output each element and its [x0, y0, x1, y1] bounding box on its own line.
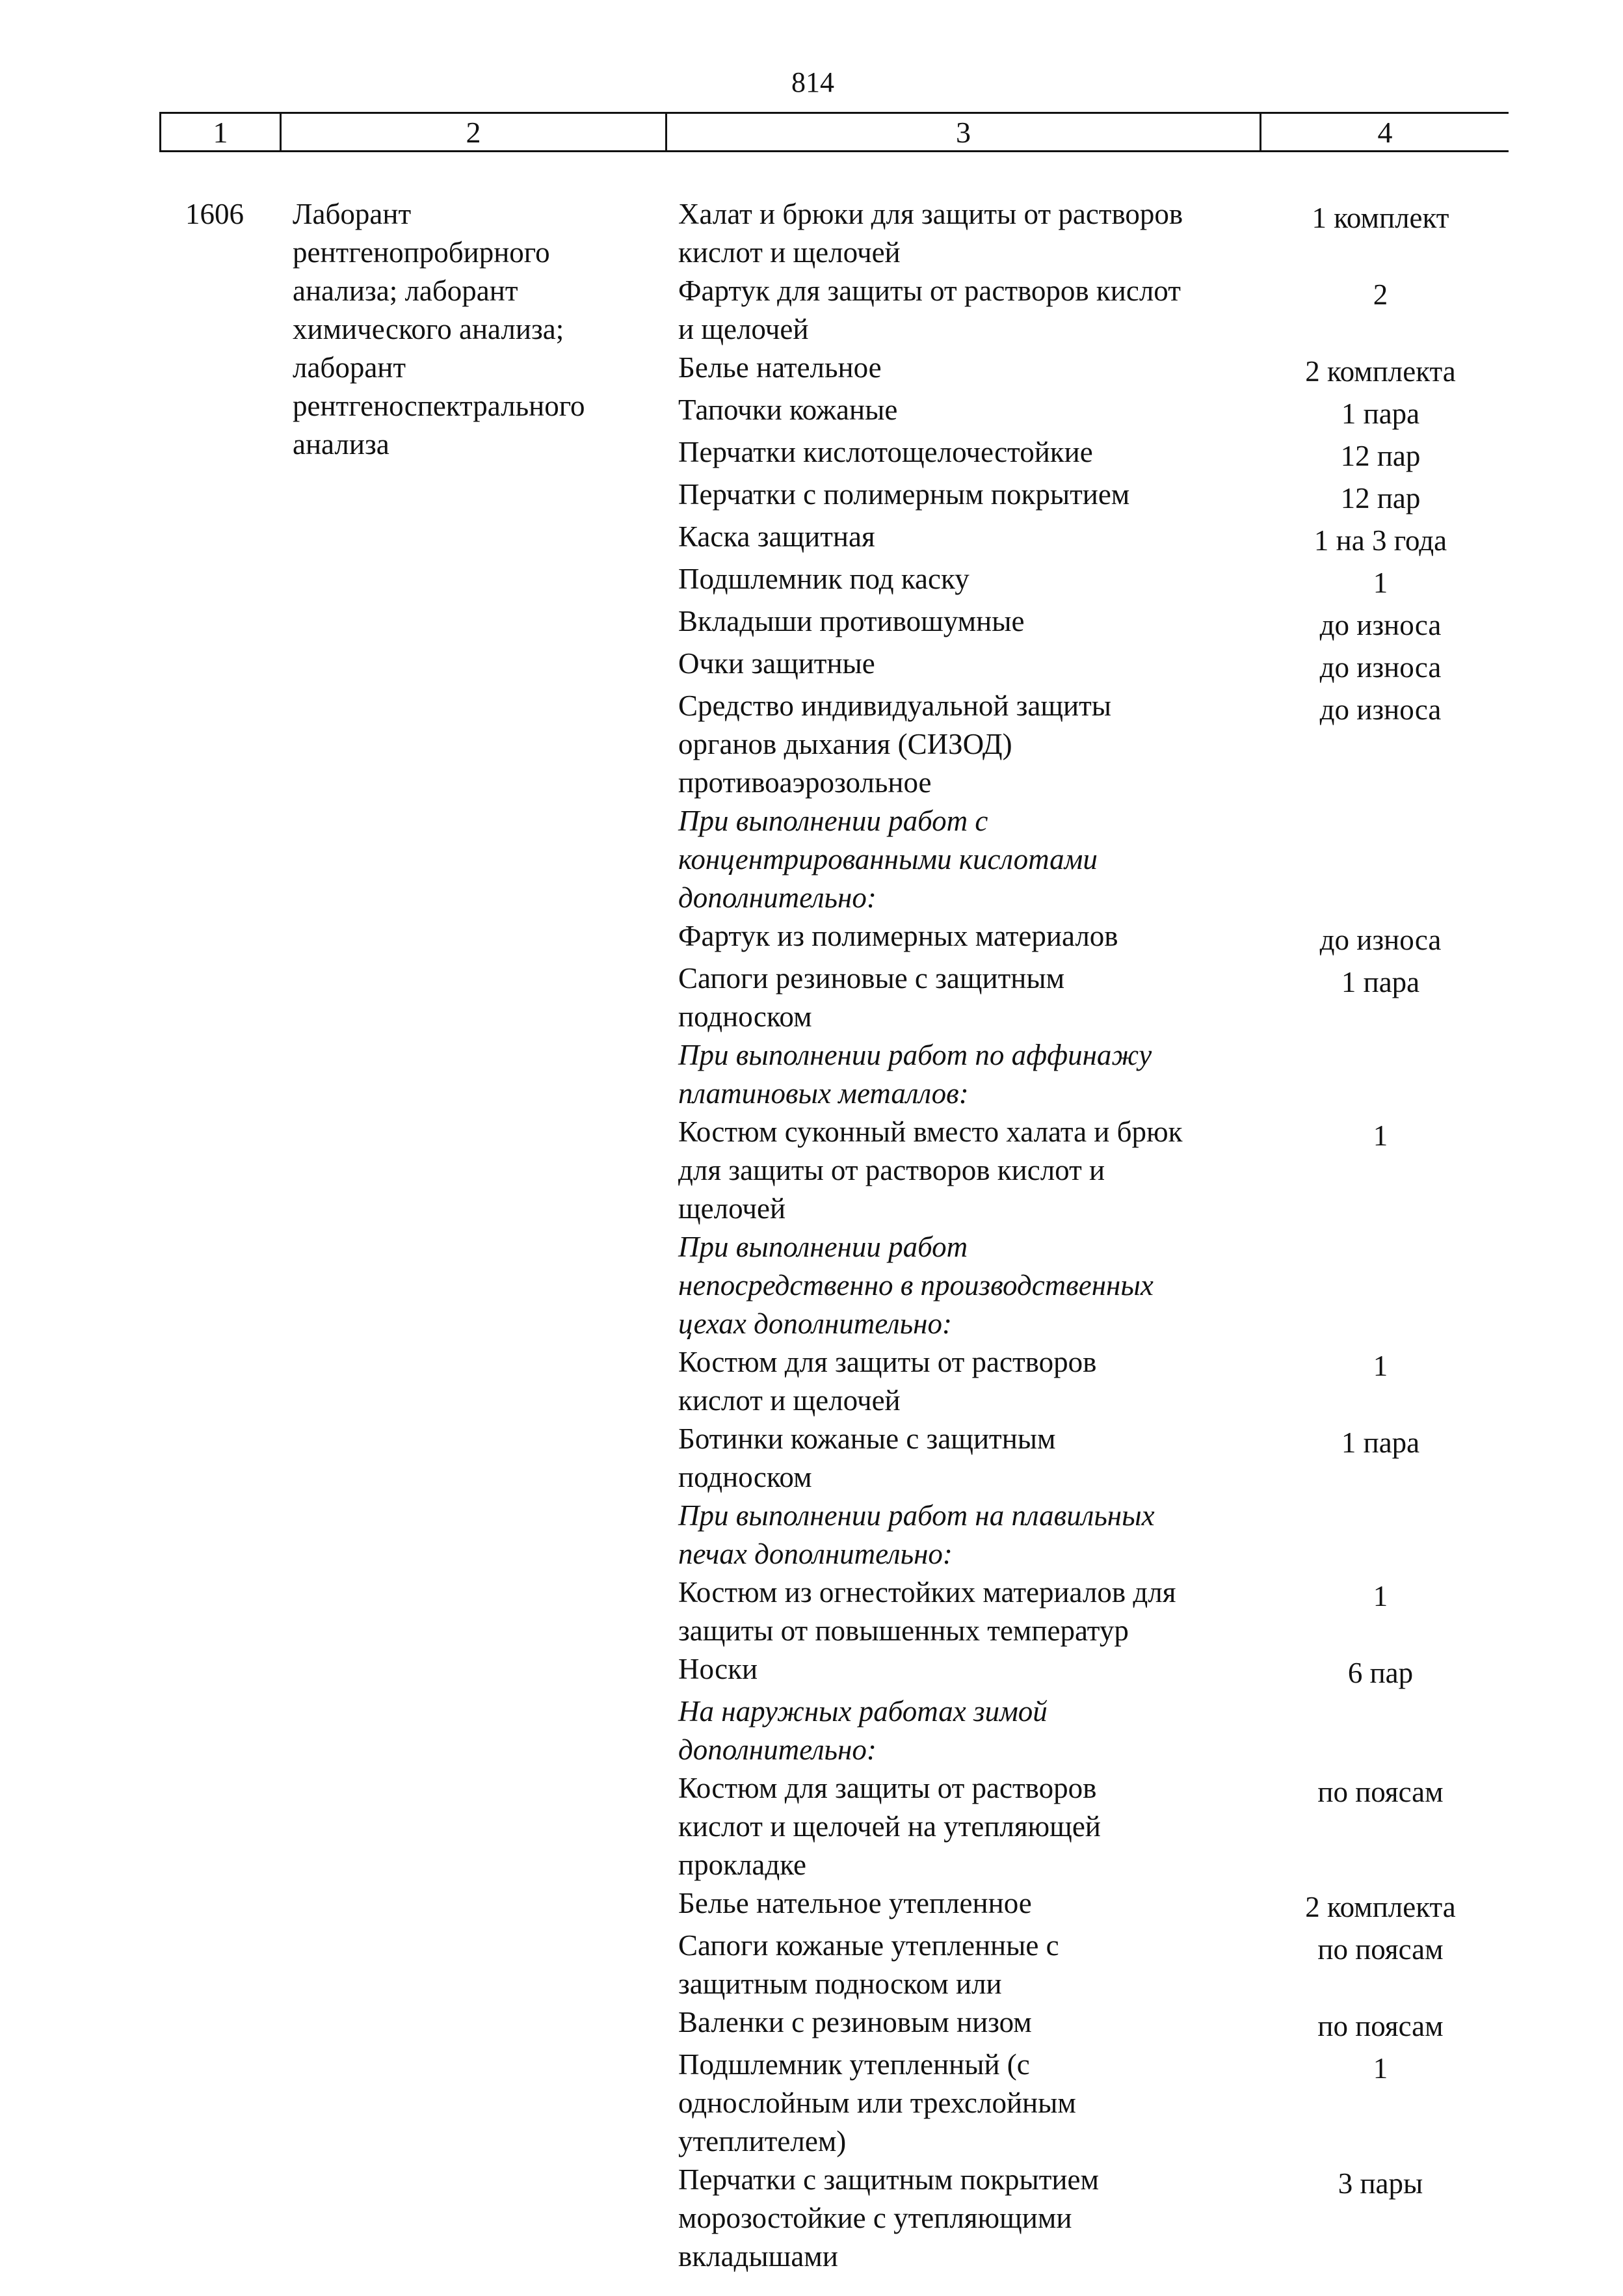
ppe-item-name-line: Фартук из полимерных материалов — [678, 920, 1118, 952]
ppe-item-name — [678, 602, 1276, 645]
ppe-item-name — [678, 917, 1276, 959]
ppe-item-name-line: Перчатки с защитным покрытием — [678, 2163, 1099, 2196]
ppe-item-quantity: 1 пара — [1341, 966, 1420, 998]
ppe-item-name-line: Халат и брюки для защиты от растворов — [678, 198, 1183, 230]
ppe-item — [678, 518, 1511, 560]
ppe-item — [678, 1769, 1511, 1884]
ppe-item-name-line: Костюм для защиты от растворов — [678, 1772, 1097, 1804]
ppe-item-name-line: Средство индивидуальной защиты — [678, 689, 1112, 722]
ppe-item-quantity: по поясам — [1317, 1776, 1444, 1808]
ppe-item-name — [678, 349, 1276, 391]
ppe-item-name — [678, 645, 1276, 687]
ppe-item-quantity: 2 комплекта — [1305, 355, 1456, 388]
condition-note-line: При выполнении работ на плавильных — [678, 1499, 1155, 1532]
ppe-item — [678, 917, 1511, 959]
ppe-item-name-line: кислот и щелочей — [678, 236, 901, 269]
ppe-item-name-line: защитным подноском или — [678, 1968, 1002, 2000]
ppe-item-name-line: противоаэрозольное — [678, 766, 932, 799]
ppe-item-name-line: кислот и щелочей на утепляющей — [678, 1810, 1101, 1843]
condition-note-line: На наружных работах зимой — [678, 1695, 1048, 1728]
ppe-item — [678, 1420, 1511, 1497]
ppe-item-name-line: Белье нательное — [678, 351, 882, 384]
ppe-item-quantity: 1 пара — [1341, 397, 1420, 430]
ppe-item-name — [678, 518, 1276, 560]
ppe-item-name-line: Тапочки кожаные — [678, 394, 898, 426]
condition-note-line: платиновых металлов: — [678, 1077, 969, 1110]
ppe-item-name — [678, 475, 1276, 518]
ppe-item-name-line: Костюм из огнестойких материалов для — [678, 1576, 1176, 1609]
ppe-item-name-line: Сапоги кожаные утепленные с — [678, 1929, 1059, 1962]
ppe-item-name-line: вкладышами — [678, 2240, 838, 2273]
ppe-item-name — [678, 687, 1276, 802]
ppe-item-name-line: щелочей — [678, 1192, 786, 1225]
page-number: 814 — [791, 66, 834, 98]
ppe-item-name-line: Каска защитная — [678, 520, 875, 553]
profession-cell — [293, 195, 644, 464]
ppe-item-name-line: Перчатки кислотощелочестойкие — [678, 436, 1093, 468]
ppe-item-name-line: Сапоги резиновые с защитным — [678, 962, 1065, 994]
ppe-item-quantity: 12 пар — [1340, 482, 1421, 514]
ppe-item-name-line: защиты от повышенных температур — [678, 1614, 1129, 1647]
condition-note-line: непосредственно в производственных — [678, 1269, 1154, 1302]
ppe-item-quantity: 6 пар — [1347, 1657, 1414, 1689]
header-col-4: 4 — [1260, 114, 1509, 150]
ppe-item-quantity: по поясам — [1317, 2010, 1444, 2042]
ppe-item-name — [678, 433, 1276, 475]
condition-note-line: При выполнении работ — [678, 1231, 968, 1263]
ppe-item-name — [678, 195, 1276, 272]
ppe-item-quantity: до износа — [1319, 924, 1442, 956]
ppe-item — [678, 391, 1511, 433]
ppe-item-name — [678, 1884, 1276, 1927]
ppe-item-name — [678, 2003, 1276, 2046]
ppe-item — [678, 1113, 1511, 1228]
ppe-item-quantity: 2 комплекта — [1305, 1891, 1456, 1923]
ppe-item-name-line: прокладке — [678, 1849, 806, 1881]
ppe-item-quantity: 1 — [1373, 1580, 1388, 1612]
ppe-item-name-line: морозостойкие с утепляющими — [678, 2202, 1072, 2234]
ppe-item — [678, 1927, 1511, 2003]
ppe-item-name-line: Очки защитные — [678, 647, 875, 680]
ppe-item — [678, 2046, 1511, 2161]
ppe-item-name-line: кислот и щелочей — [678, 1384, 901, 1417]
ppe-item-name-line: Подшлемник утепленный (с — [678, 2048, 1030, 2081]
ppe-item-name — [678, 1113, 1276, 1228]
ppe-item-name-line: Валенки с резиновым низом — [678, 2006, 1032, 2038]
ppe-item-quantity: до износа — [1319, 651, 1442, 684]
ppe-item-name — [678, 1650, 1276, 1692]
ppe-item-name-line: Костюм суконный вместо халата и брюк — [678, 1115, 1183, 1148]
ppe-item-quantity: 1 — [1373, 567, 1388, 599]
profession-line: Лаборант — [293, 198, 412, 230]
ppe-item-name-line: подноском — [678, 1000, 812, 1033]
ppe-item-name — [678, 1769, 1276, 1884]
condition-note-line: дополнительно: — [678, 1733, 877, 1766]
ppe-item-quantity: до износа — [1319, 693, 1442, 726]
ppe-item-name-line: для защиты от растворов кислот и — [678, 1154, 1105, 1186]
ppe-item — [678, 1650, 1511, 1692]
ppe-item — [678, 687, 1511, 802]
profession-line: лаборант — [293, 351, 406, 384]
ppe-item-quantity: 1 на 3 года — [1313, 524, 1447, 557]
condition-note-line: При выполнении работ по аффинажу — [678, 1039, 1152, 1071]
ppe-item — [678, 1884, 1511, 1927]
ppe-item — [678, 560, 1511, 602]
ppe-item-quantity: 1 — [1373, 1119, 1388, 1152]
ppe-item — [678, 195, 1511, 272]
ppe-item-quantity: 1 комплект — [1312, 202, 1449, 234]
ppe-item-quantity: по поясам — [1317, 1933, 1444, 1966]
row-number: 1606 — [185, 198, 244, 230]
ppe-item — [678, 1573, 1511, 1650]
condition-note — [678, 802, 1511, 917]
ppe-item-name-line: Костюм для защиты от растворов — [678, 1346, 1097, 1378]
ppe-item-name — [678, 1343, 1276, 1420]
ppe-item-name-line: Фартук для защиты от растворов кислот — [678, 274, 1181, 307]
ppe-item-name-line: однослойным или трехслойным — [678, 2087, 1076, 2119]
ppe-item — [678, 1343, 1511, 1420]
ppe-item — [678, 602, 1511, 645]
ppe-item-quantity: до износа — [1319, 609, 1442, 641]
ppe-item-quantity: 1 пара — [1341, 1426, 1420, 1459]
ppe-item-name-line: утеплителем) — [678, 2125, 847, 2157]
ppe-item-quantity: 2 — [1373, 278, 1388, 311]
header-col-1: 1 — [213, 116, 228, 149]
ppe-item — [678, 2161, 1511, 2276]
ppe-items-list — [678, 195, 1511, 2276]
ppe-item-name-line: Белье нательное утепленное — [678, 1887, 1032, 1919]
ppe-item-name — [678, 1573, 1276, 1650]
ppe-item-name — [678, 959, 1276, 1036]
ppe-item-name — [678, 2161, 1276, 2276]
ppe-item — [678, 433, 1511, 475]
ppe-item-name-line: подноском — [678, 1461, 812, 1493]
ppe-item-name-line: органов дыхания (СИЗОД) — [678, 728, 1012, 760]
ppe-item-name — [678, 272, 1276, 349]
condition-note-line: цехах дополнительно: — [678, 1307, 952, 1340]
ppe-item — [678, 475, 1511, 518]
condition-note-line: При выполнении работ с — [678, 805, 988, 837]
condition-note-line: концентрированными кислотами — [678, 843, 1098, 875]
condition-note-line: дополнительно: — [678, 881, 877, 914]
ppe-item-name — [678, 1927, 1276, 2003]
ppe-item-name-line: Вкладыши противошумные — [678, 605, 1025, 637]
ppe-item-name — [678, 1420, 1276, 1497]
ppe-item-name-line: Перчатки с полимерным покрытием — [678, 478, 1130, 511]
profession-line: анализа — [293, 428, 389, 461]
ppe-item-quantity: 1 — [1373, 2052, 1388, 2085]
ppe-item — [678, 272, 1511, 349]
ppe-item — [678, 349, 1511, 391]
header-col-3: 3 — [665, 114, 1260, 150]
profession-line: рентгенопробирного — [293, 236, 550, 269]
ppe-item-name — [678, 391, 1276, 433]
ppe-item — [678, 645, 1511, 687]
ppe-item — [678, 959, 1511, 1036]
ppe-item-name-line: Носки — [678, 1653, 758, 1685]
ppe-item-name-line: Подшлемник под каску — [678, 563, 970, 595]
header-col-2: 2 — [280, 114, 665, 150]
profession-line: химического анализа; — [293, 313, 564, 345]
condition-note — [678, 1036, 1511, 1113]
ppe-item-name-line: и щелочей — [678, 313, 809, 345]
condition-note-line: печах дополнительно: — [678, 1538, 953, 1570]
ppe-item-name — [678, 560, 1276, 602]
ppe-item-quantity: 3 пары — [1338, 2167, 1423, 2200]
profession-line: анализа; лаборант — [293, 274, 518, 307]
condition-note — [678, 1497, 1511, 1573]
ppe-item-name — [678, 2046, 1276, 2161]
ppe-item-quantity: 12 пар — [1340, 440, 1421, 472]
ppe-item-quantity: 1 — [1373, 1350, 1388, 1382]
condition-note — [678, 1692, 1511, 1769]
condition-note — [678, 1228, 1511, 1343]
table-header-row — [159, 112, 1509, 152]
ppe-item-name-line: Ботинки кожаные с защитным — [678, 1422, 1056, 1455]
ppe-item — [678, 2003, 1511, 2046]
profession-line: рентгеноспектрального — [293, 390, 585, 422]
